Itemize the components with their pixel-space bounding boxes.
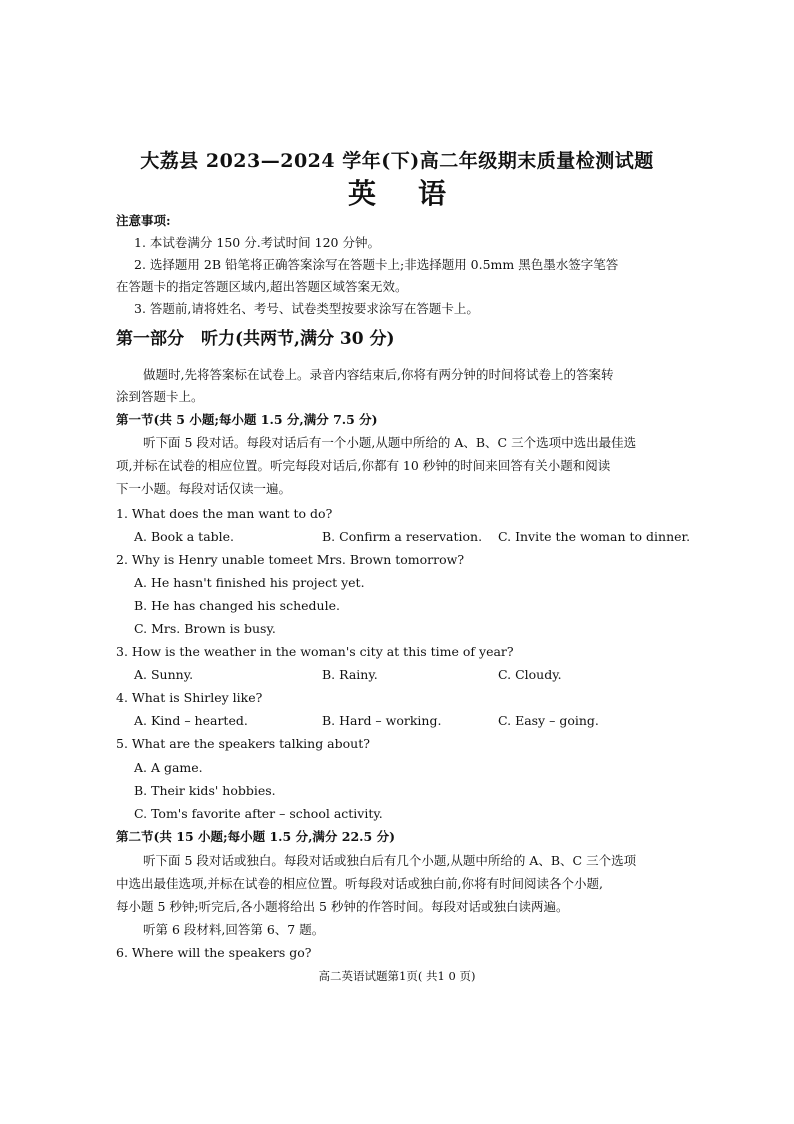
notes-item-1: 1. 本试卷满分 150 分.考试时间 120 分钟。 — [134, 235, 380, 250]
section1-instr-a: 听下面 5 段对话。每段对话后有一个小题,从题中所给的 A、B、C 三个选项中选出最佳选 — [143, 435, 637, 450]
part1-heading: 第一部分 听力(共两节,满分 30 分) — [116, 329, 395, 349]
question-5-option-c: C. Tom's favorite after – school activity. — [134, 806, 383, 821]
question-3-option-a: A. Sunny. — [134, 667, 194, 682]
question-2-option-c: C. Mrs. Brown is busy. — [134, 621, 276, 636]
question-3-option-c: C. Cloudy. — [498, 667, 562, 682]
page-footer: 高二英语试题第1页( 共1 0 页) — [318, 969, 476, 983]
part1-intro-b: 涂到答题卡上。 — [116, 389, 204, 404]
part1-intro-a: 做题时,先将答案标在试卷上。录音内容结束后,你将有两分钟的时间将试卷上的答案转 — [143, 367, 614, 382]
section1-heading: 第一节(共 5 小题;每小题 1.5 分,满分 7.5 分) — [116, 412, 378, 427]
question-3: 3. How is the weather in the woman's city at this time of year? — [116, 644, 514, 659]
question-4: 4. What is Shirley like? — [116, 690, 263, 705]
question-2-option-a: A. He hasn't finished his project yet. — [134, 575, 365, 590]
question-1-option-c: C. Invite the woman to dinner. — [498, 529, 691, 544]
question-5: 5. What are the speakers talking about? — [116, 736, 370, 751]
question-2-option-b: B. He has changed his schedule. — [134, 598, 340, 613]
subject-title: 英语 — [347, 177, 488, 210]
section1-instr-c: 下一小题。每段对话仅读一遍。 — [116, 481, 292, 496]
section2-heading: 第二节(共 15 小题;每小题 1.5 分,满分 22.5 分) — [116, 829, 395, 844]
question-3-option-b: B. Rainy. — [322, 667, 378, 682]
question-2: 2. Why is Henry unable tomeet Mrs. Brown tomorrow? — [116, 552, 465, 567]
question-6: 6. Where will the speakers go? — [116, 945, 312, 960]
question-4-option-c: C. Easy – going. — [498, 713, 599, 728]
question-5-option-b: B. Their kids' hobbies. — [134, 783, 276, 798]
notes-heading: 注意事项: — [116, 213, 171, 228]
question-5-option-a: A. A game. — [134, 760, 203, 775]
exam-title: 大荔县 2023—2024 学年(下)高二年级期末质量检测试题 — [140, 150, 654, 172]
section2-instr-b: 中选出最佳选项,并标在试卷的相应位置。听每段对话或独白前,你将有时间阅读各个小题, — [116, 876, 603, 891]
question-4-option-a: A. Kind – hearted. — [134, 713, 248, 728]
section2-instr-a: 听下面 5 段对话或独白。每段对话或独白后有几个小题,从题中所给的 A、B、C 三个选项 — [143, 853, 637, 868]
notes-item-2b: 在答题卡的指定答题区域内,超出答题区域答案无效。 — [116, 279, 408, 294]
notes-item-3: 3. 答题前,请将姓名、考号、试卷类型按要求涂写在答题卡上。 — [134, 301, 479, 316]
section2-instr-c: 每小题 5 秒钟;听完后,各小题将给出 5 秒钟的作答时间。每段对话或独白读两遍。 — [116, 899, 569, 914]
question-4-option-b: B. Hard – working. — [322, 713, 442, 728]
question-1: 1. What does the man want to do? — [116, 506, 333, 521]
notes-item-2a: 2. 选择题用 2B 铅笔将正确答案涂写在答题卡上;非选择题用 0.5mm 黑色墨水签字笔答 — [134, 257, 619, 272]
section1-instr-b: 项,并标在试卷的相应位置。听完每段对话后,你都有 10 秒钟的时间来回答有关小题和阅读 — [116, 458, 611, 473]
question-1-option-b: B. Confirm a reservation. — [322, 529, 483, 544]
question-1-option-a: A. Book a table. — [134, 529, 235, 544]
section2-instr-d: 听第 6 段材料,回答第 6、7 题。 — [143, 922, 325, 937]
